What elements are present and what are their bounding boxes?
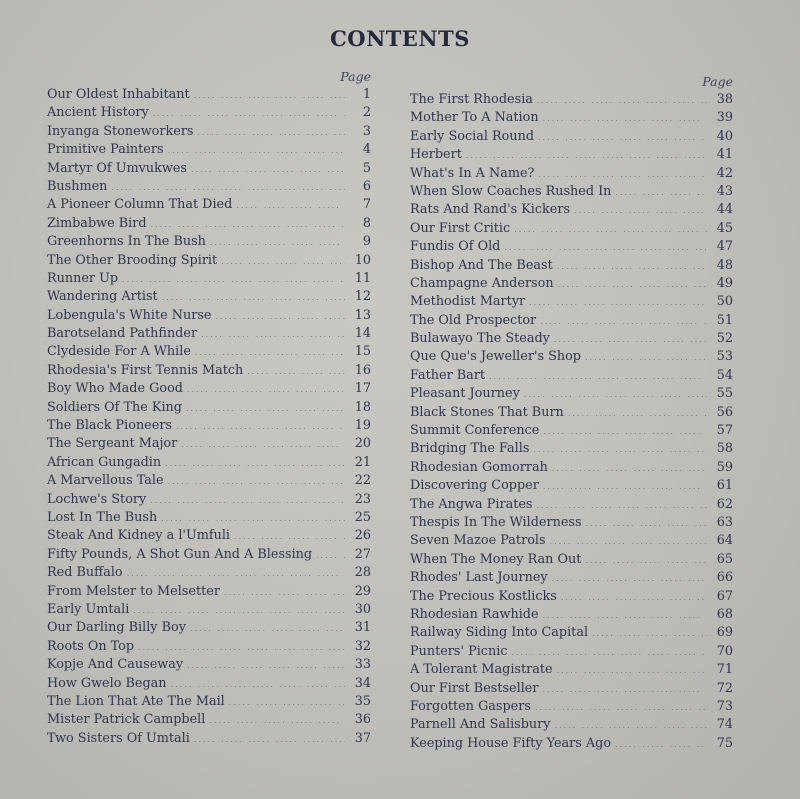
toc-entry [47,527,371,545]
toc-entry-page: 2 [362,105,371,121]
toc-entry-title: Lost In The Bush [47,509,158,525]
toc-entry-page: 26 [354,528,371,544]
toc-entry-page: 16 [354,362,371,378]
toc-entry [410,440,733,458]
left-column [47,68,371,748]
toc-entry [47,656,371,674]
dot-leader [168,473,345,491]
toc-entry-title: Pleasant Journey [410,386,520,402]
toc-entry [410,330,733,348]
toc-entry-page: 23 [354,491,371,507]
toc-entry-title: A Marvellous Tale [47,473,164,489]
dot-leader [210,234,345,252]
toc-entry-page: 59 [716,459,733,475]
toc-entry-title: Fifty Pounds, A Shot Gun And A Blessing [47,546,313,562]
toc-entry [410,257,733,275]
toc-entry-page: 28 [354,565,371,581]
toc-entry-title: Punters' Picnic [410,643,508,659]
toc-entry [410,643,733,661]
toc-list-left [47,86,371,748]
toc-entry-title: The Black Pioneers [47,418,173,434]
dot-leader [153,105,345,123]
toc-entry [410,606,733,624]
dot-leader [190,620,345,638]
toc-entry [47,123,371,141]
toc-entry [410,183,733,201]
toc-entry-page: 5 [362,160,371,176]
toc-entry-page: 61 [716,478,733,494]
right-column [410,68,733,753]
dot-leader [585,552,707,570]
toc-entry-page: 18 [354,399,371,415]
toc-entry-title: Boy Who Made Good [47,381,183,397]
dot-leader [543,478,707,496]
toc-entry [47,619,371,637]
toc-entry-page: 1 [362,87,371,102]
dot-leader [574,202,707,220]
dot-leader [194,731,345,749]
toc-entry-title: Inyanga Stoneworkers [47,123,194,139]
toc-entry [47,343,371,361]
toc-entry [410,91,733,109]
toc-list-right [410,91,733,753]
toc-entry-page: 41 [716,147,733,163]
dot-leader [198,124,345,142]
toc-entry-title: The Precious Kostlicks [410,588,557,604]
toc-entry-page: 49 [716,275,733,291]
dot-leader [186,400,345,418]
dot-leader [568,405,707,423]
toc-entry [47,233,371,251]
dot-leader [557,258,707,276]
dot-leader [543,423,707,441]
toc-entry-page: 39 [716,110,733,126]
toc-entry-title: The Lion That Ate The Mail [47,693,225,709]
dot-leader [234,528,345,546]
toc-entry [410,514,733,532]
toc-entry-page: 12 [354,289,371,305]
toc-entry-page: 51 [716,312,733,328]
toc-entry [47,380,371,398]
toc-entry [47,454,371,472]
toc-entry-title: Seven Mazoe Patrols [410,533,546,549]
dot-leader [133,602,345,620]
toc-entry [410,238,733,256]
toc-entry-title: Soldiers Of The King [47,399,182,415]
dot-leader [236,197,345,215]
dot-leader [176,418,345,436]
toc-entry-title: A Tolerant Magistrate [410,662,553,678]
toc-entry-title: Keeping House Fifty Years Ago [410,735,612,751]
dot-leader [615,736,707,754]
toc-entry-title: Ancient History [47,105,149,121]
toc-entry [410,275,733,293]
toc-entry [47,270,371,288]
toc-entry [410,128,733,146]
toc-entry-page: 19 [354,418,371,434]
toc-entry-page: 7 [362,197,371,213]
toc-entry-title: Mister Patrick Campbell [47,712,206,728]
toc-entry-title: Martyr Of Umvukwes [47,160,187,176]
toc-entry-page: 17 [354,381,371,397]
dot-leader [586,515,707,533]
dot-leader [538,129,707,147]
page-column-label: Page [702,74,733,89]
toc-entry-title: The Other Brooding Spirit [47,252,218,268]
dot-leader [543,681,708,699]
toc-entry-title: Early Umtali [47,601,130,617]
toc-entry-page: 25 [354,509,371,525]
toc-entry-title: Rhodes' Last Journey [410,570,548,586]
toc-entry-title: Summit Conference [410,423,540,439]
toc-entry [47,491,371,509]
toc-entry-title: Rhodesian Gomorrah [410,459,548,475]
toc-entry [47,435,371,453]
toc-entry-title: The Angwa Pirates [410,496,533,512]
toc-entry-title: Rhodesia's First Tennis Match [47,362,244,378]
toc-entry-page: 71 [716,662,733,678]
toc-entry-page: 36 [354,712,371,728]
toc-entry-page: 52 [716,331,733,347]
dot-leader [187,657,345,675]
toc-entry-title: The First Rhodesia [410,92,533,107]
toc-entry-page: 11 [354,270,371,286]
dot-leader [194,87,345,105]
dot-leader [111,179,345,197]
toc-entry-page: 54 [716,367,733,383]
dot-leader [162,289,345,307]
toc-entry-title: Wandering Artist [47,289,158,305]
toc-entry-page: 67 [716,588,733,604]
toc-entry [47,472,371,490]
toc-entry-page: 34 [354,675,371,691]
toc-entry-title: What's In A Name? [410,165,535,181]
toc-entry-page: 15 [354,344,371,360]
toc-entry [410,716,733,734]
toc-entry [47,252,371,270]
toc-entry [47,362,371,380]
toc-entry-title: Kopje And Causeway [47,657,184,673]
dot-leader [138,639,345,657]
toc-entry [410,698,733,716]
toc-entry-page: 38 [716,92,733,107]
toc-entry [47,215,371,233]
toc-entry [47,509,371,527]
toc-entry-page: 57 [716,423,733,439]
toc-entry-page: 30 [354,601,371,617]
toc-entry-title: From Melster to Melsetter [47,583,220,599]
toc-entry-page: 10 [354,252,371,268]
dot-leader [161,510,345,528]
toc-entry [410,532,733,550]
toc-entry-title: When The Money Ran Out [410,551,582,567]
toc-entry [410,680,733,698]
toc-entry-title: The Sergeant Major [47,436,178,452]
toc-entry [410,109,733,127]
toc-entry-page: 14 [354,326,371,342]
dot-leader [585,349,707,367]
toc-entry [47,325,371,343]
dot-leader [557,662,707,680]
toc-entry-page: 31 [354,620,371,636]
toc-entry-title: Methodist Martyr [410,294,526,310]
dot-leader [535,699,707,717]
toc-entry-title: Bushmen [47,178,108,194]
dot-leader [229,694,345,712]
toc-entry-title: Our Darling Billy Boy [47,620,186,636]
toc-entry-page: 62 [716,496,733,512]
toc-entry-page: 44 [716,202,733,218]
toc-entry [47,178,371,196]
dot-leader [165,455,345,473]
toc-entry-page: 21 [354,454,371,470]
dot-leader [247,363,345,381]
toc-entry-title: Discovering Copper [410,478,539,494]
toc-entry-title: Two Sisters Of Umtali [47,730,190,746]
toc-entry-title: Primitive Painters [47,142,164,158]
dot-leader [127,565,345,583]
toc-entry [47,638,371,656]
toc-entry-page: 69 [716,625,733,641]
toc-entry [47,399,371,417]
toc-entry [47,307,371,325]
toc-entry-title: Parnell And Salisbury [410,717,551,733]
toc-entry-title: Bridging The Falls [410,441,530,457]
toc-entry [47,104,371,122]
toc-entry-page: 6 [362,178,371,194]
toc-entry [410,220,733,238]
toc-entry-title: Red Buffalo [47,565,123,581]
toc-entry-page: 35 [354,693,371,709]
toc-entry-page: 47 [716,239,733,255]
toc-entry-title: A Pioneer Column That Died [47,197,233,213]
dot-leader [168,142,345,160]
dot-leader [511,644,707,662]
toc-entry-page: 72 [716,680,733,696]
toc-entry [47,86,371,104]
dot-leader [171,676,345,694]
toc-entry-title: The Old Prospector [410,312,537,328]
toc-entry [47,675,371,693]
toc-entry-title: Bishop And The Beast [410,257,553,273]
toc-entry-title: How Gwelo Began [47,675,167,691]
dot-leader [537,92,707,110]
toc-entry-title: Barotseland Pathfinder [47,326,198,342]
toc-entry-title: Champagne Anderson [410,275,554,291]
toc-entry-title: Our Oldest Inhabitant [47,87,190,102]
dot-leader [224,584,345,602]
toc-entry [410,459,733,477]
dot-leader [543,110,707,128]
toc-entry-title: African Gungadin [47,454,162,470]
toc-entry [410,551,733,569]
dot-leader [540,313,707,331]
toc-entry [47,711,371,729]
toc-entry-title: Mother To A Nation [410,110,539,126]
toc-entry [47,583,371,601]
toc-entry-page: 50 [716,294,733,310]
toc-entry-title: Our First Critic [410,220,511,236]
toc-entry [410,422,733,440]
toc-entry-title: Bulawayo The Steady [410,331,550,347]
toc-entry-page: 75 [716,735,733,751]
toc-entry [410,588,733,606]
dot-leader [555,717,707,735]
dot-leader [216,308,346,326]
toc-entry-page: 66 [716,570,733,586]
toc-entry-page: 55 [716,386,733,402]
dot-leader [122,271,345,289]
toc-entry [410,404,733,422]
toc-entry-page: 27 [354,546,371,562]
toc-entry-page: 53 [716,349,733,365]
toc-entry [410,293,733,311]
toc-entry [410,367,733,385]
toc-entry-page: 8 [362,215,371,231]
toc-entry-page: 29 [354,583,371,599]
toc-entry-title: Our First Bestseller [410,680,539,696]
toc-entry-title: Clydeside For A While [47,344,191,360]
toc-entry [410,348,733,366]
toc-entry-title: Lobengula's White Nurse [47,307,212,323]
toc-entry-page: 70 [716,643,733,659]
dot-leader [524,386,707,404]
toc-entry-page: 13 [354,307,371,323]
toc-entry-page: 65 [716,551,733,567]
toc-entry-page: 45 [716,220,733,236]
toc-entry [410,496,733,514]
dot-leader [514,221,707,239]
page-column-label: Page [340,69,371,84]
toc-entry [410,146,733,164]
dot-leader [552,570,707,588]
toc-entry [47,564,371,582]
toc-entry-page: 4 [362,142,371,158]
toc-entry-page: 58 [716,441,733,457]
dot-leader [201,326,345,344]
toc-entry-title: Forgotten Gaspers [410,698,531,714]
toc-entry-page: 42 [716,165,733,181]
dot-leader [538,166,707,184]
toc-entry-title: When Slow Coaches Rushed In [410,183,612,199]
toc-entry-page: 37 [354,730,371,746]
toc-entry [47,601,371,619]
toc-entry-title: Rhodesian Rawhide [410,606,539,622]
toc-entry [47,546,371,564]
toc-entry-title: Lochwe's Story [47,491,147,507]
toc-entry-title: Herbert [410,147,462,163]
toc-entry [410,661,733,679]
toc-entry [410,735,733,753]
toc-entry-title: Father Bart [410,367,486,383]
toc-entry-title: Runner Up [47,270,119,286]
dot-leader [529,294,707,312]
dot-leader [536,497,707,515]
toc-entry-page: 63 [716,514,733,530]
dot-leader [552,460,707,478]
toc-entry-page: 64 [716,533,733,549]
dot-leader [150,492,345,510]
dot-leader [554,331,707,349]
dot-leader [151,216,345,234]
dot-leader [221,253,345,271]
dot-leader [543,607,707,625]
dot-leader [181,436,345,454]
toc-entry-page: 33 [354,657,371,673]
dot-leader [191,161,345,179]
toc-entry [410,569,733,587]
toc-entry-page: 9 [362,234,371,250]
dot-leader [187,381,345,399]
toc-entry-title: Steak And Kidney a l'Umfuli [47,528,231,544]
toc-entry-title: Railway Siding Into Capital [410,625,589,641]
toc-entry-page: 3 [362,123,371,139]
toc-entry-page: 48 [716,257,733,273]
dot-leader [592,625,707,643]
dot-leader [209,712,345,730]
toc-entry [410,477,733,495]
dot-leader [489,368,707,386]
dot-leader [533,441,707,459]
toc-entry-title: Black Stones That Burn [410,404,564,420]
toc-entry-title: Early Social Round [410,128,535,144]
toc-entry-page: 22 [354,473,371,489]
dot-leader [466,147,707,165]
toc-entry-page: 40 [716,128,733,144]
toc-entry-page: 73 [716,698,733,714]
toc-entry [47,288,371,306]
toc-entry [47,160,371,178]
dot-leader [504,239,707,257]
toc-entry-title: Greenhorns In The Bush [47,234,206,250]
toc-entry [410,201,733,219]
toc-entry-page: 43 [716,183,733,199]
toc-entry-title: Zimbabwe Bird [47,215,147,231]
dot-leader [615,184,707,202]
toc-entry [410,312,733,330]
toc-entry-title: Roots On Top [47,638,135,654]
toc-entry-title: Que Que's Jeweller's Shop [410,349,581,365]
contents-title: CONTENTS [330,26,470,51]
dot-leader [558,276,707,294]
toc-entry-page: 32 [354,638,371,654]
toc-entry [410,385,733,403]
dot-leader [316,547,345,565]
toc-entry [410,165,733,183]
toc-entry-title: Thespis In The Wilderness [410,514,582,530]
toc-entry-page: 68 [716,606,733,622]
toc-entry [47,693,371,711]
dot-leader [561,589,707,607]
toc-entry-title: Rats And Rand's Kickers [410,202,571,218]
toc-entry-page: 56 [716,404,733,420]
toc-entry [47,730,371,748]
toc-entry-title: Fundis Of Old [410,239,501,255]
toc-entry-page: 74 [716,717,733,733]
dot-leader [550,533,707,551]
toc-entry [47,196,371,214]
toc-entry [410,624,733,642]
dot-leader [195,344,345,362]
toc-entry [47,417,371,435]
toc-entry [47,141,371,159]
toc-entry-page: 20 [354,436,371,452]
